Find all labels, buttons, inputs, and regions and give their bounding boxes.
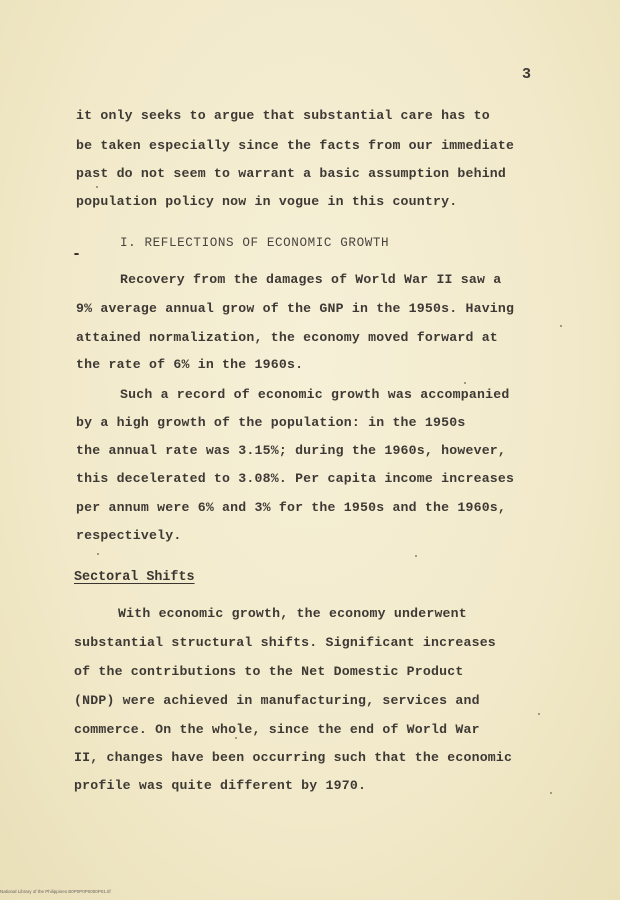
paragraph-line: With economic growth, the economy underwent — [118, 606, 467, 621]
intro-line: population policy now in vogue in this country. — [76, 194, 458, 209]
paragraph-line: (NDP) were achieved in manufacturing, services and — [74, 693, 480, 708]
paper-speck — [97, 553, 99, 555]
scan-footer: National Library of the Philippines B0P0P0P0000P01.tif — [0, 889, 111, 894]
paper-speck — [235, 737, 237, 739]
intro-line: be taken especially since the facts from our immediate — [76, 138, 515, 153]
paragraph-line: profile was quite different by 1970. — [74, 778, 367, 793]
paper-speck — [560, 325, 562, 327]
paragraph-line: this decelerated to 3.08%. Per capita income increases — [76, 471, 515, 486]
paragraph-line: 9% average annual grow of the GNP in the 1950s. Having — [76, 301, 515, 316]
paper-speck — [415, 555, 417, 557]
paragraph-line: II, changes have been occurring such that the economic — [74, 750, 513, 765]
subheading: Sectoral Shifts — [74, 570, 195, 585]
paragraph-line: the annual rate was 3.15%; during the 1960s, however, — [76, 443, 507, 458]
paper-speck — [464, 382, 466, 384]
section-heading: I. REFLECTIONS OF ECONOMIC GROWTH — [120, 236, 390, 250]
paragraph-line: attained normalization, the economy moved forward at — [76, 330, 498, 345]
paragraph-line: Such a record of economic growth was accompanied — [120, 387, 510, 402]
paragraph-line: by a high growth of the population: in the 1950s — [76, 415, 466, 430]
paper-speck — [96, 186, 98, 188]
paragraph-line: per annum were 6% and 3% for the 1950s and the 1960s, — [76, 500, 507, 515]
paragraph-line: Recovery from the damages of World War II saw a — [120, 272, 502, 287]
paragraph-line: commerce. On the whole, since the end of World War — [74, 722, 480, 737]
paragraph-line: respectively. — [76, 528, 182, 543]
intro-line: it only seeks to argue that substantial care has to — [76, 108, 490, 123]
paragraph-line: of the contributions to the Net Domestic Product — [74, 664, 464, 679]
paper-speck — [538, 713, 540, 715]
paragraph-line: substantial structural shifts. Significant increases — [74, 635, 496, 650]
paragraph-line: the rate of 6% in the 1960s. — [76, 357, 304, 372]
paper-speck — [550, 792, 552, 794]
paper-speck — [74, 253, 79, 255]
intro-line: past do not seem to warrant a basic assumption behind — [76, 166, 507, 181]
page-number: 3 — [522, 66, 532, 83]
